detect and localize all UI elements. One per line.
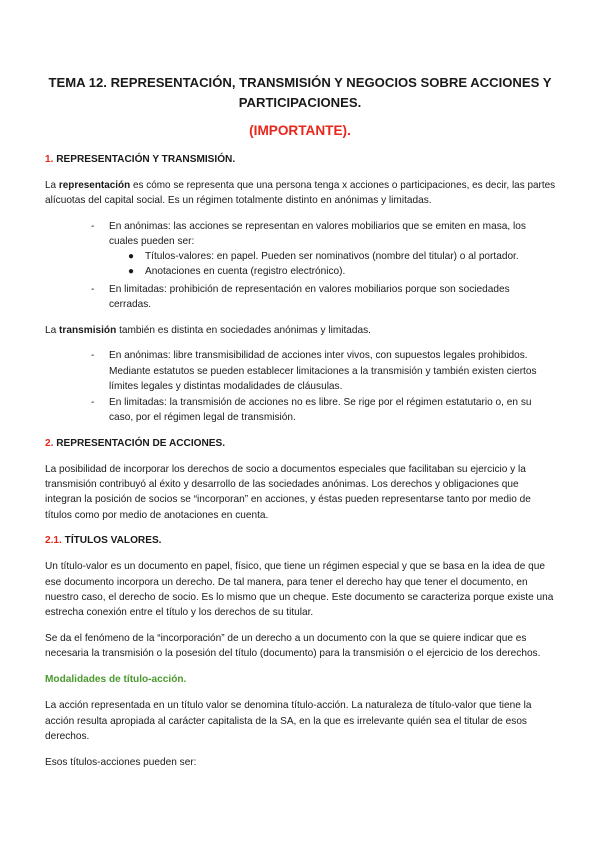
- list-item-transmision-anonimas-line2: Mediante estatutos se pueden establecer limitaciones a la transmisión y también existen ciertos: [109, 366, 537, 377]
- section-1-number: 1.: [45, 154, 54, 165]
- list-dash: -: [91, 397, 95, 408]
- list-dash: -: [91, 221, 95, 232]
- sec2-paragraph-line2: transmisión contribuyó al éxito y desarrollo de las sociedades anónimas. Los derechos y obligaciones que: [45, 479, 519, 490]
- list-item-transmision-anonimas-line1: En anónimas: libre transmisibilidad de acciones inter vivos, con supuestos legales prohibidos.: [109, 350, 528, 361]
- sublist-item-titulos: Títulos-valores: en papel. Pueden ser nominativos (nombre del titular) o al portador.: [145, 251, 519, 262]
- sec21-paragraph3-line3: derechos.: [45, 731, 90, 742]
- sec2-paragraph-line4: títulos como por medio de anotaciones en cuenta.: [45, 510, 269, 521]
- sec21-paragraph1-line4: estrecha conexión entre el título y los derechos de su titular.: [45, 607, 314, 618]
- sec21-paragraph2-line1: Se da el fenómeno de la “incorporación” de un derecho a un documento con la que se quiere indicar que es: [45, 633, 527, 644]
- list-item-transmision-anonimas-line3: límites legales y distintas modalidades de cláusulas.: [109, 381, 343, 392]
- list-dash: -: [91, 350, 95, 361]
- section-2-heading: [45, 438, 225, 450]
- sec21-paragraph3-line2: acción resulta apropiada al carácter capitalista de la SA, en la que es irrelevante quién sea el titular de esos: [45, 716, 527, 727]
- section-2-1-number: 2.1.: [45, 535, 62, 546]
- bullet-icon: ●: [128, 251, 135, 262]
- text-span: La: [45, 325, 60, 336]
- list-item-anonimas-line2: cuales pueden ser:: [109, 236, 195, 247]
- doc-title-line1: TEMA 12. REPRESENTACIÓN, TRANSMISIÓN Y NEGOCIOS SOBRE ACCIONES Y: [48, 75, 552, 90]
- list-item-transmision-limitadas-line1: En limitadas: la transmisión de acciones no es libre. Se rige por el régimen estatutario o, en su: [109, 397, 532, 408]
- list-item-anonimas-line1: En anónimas: las acciones se representan en valores mobiliarios que se emiten en masa, los: [109, 221, 526, 232]
- section-2-number: 2.: [45, 438, 54, 449]
- sec2-paragraph-line1: La posibilidad de incorporar los derechos de socio a documentos especiales que facilitaban su ejercicio y la: [45, 464, 526, 475]
- sec1-paragraph1-line2: alícuotas del capital social. Es un régimen totalmente distinto en anónimas y limitadas.: [45, 195, 432, 206]
- doc-title-line2: PARTICIPACIONES.: [238, 95, 362, 110]
- list-item-transmision-limitadas-line2: caso, por el régimen legal de transmisión.: [109, 412, 296, 423]
- sublist-item-anotaciones: Anotaciones en cuenta (registro electrónico).: [145, 266, 346, 277]
- list-dash: -: [91, 284, 95, 295]
- sec21-paragraph1-line3: nuestro caso, el derecho de socio. Es lo mismo que un cheque. Este documento se caracteriza porque existe una: [45, 592, 554, 603]
- important-note: (IMPORTANTE).: [249, 123, 351, 138]
- sec21-paragraph2-line2: necesaria la transmisión o la posesión del título (documento) para la transmisión o el ejercicio de los derechos.: [45, 648, 541, 659]
- sec21-paragraph1-line2: ese documento incorpora un derecho. De tal manera, para tener el derecho hay que tener el documento, en: [45, 577, 528, 588]
- sec21-paragraph4: Esos títulos-acciones pueden ser:: [45, 757, 197, 768]
- sec21-paragraph3-line1: La acción representada en un título valor se denomina título-acción. La naturaleza de título-valor que tiene la: [45, 700, 532, 711]
- text-span: La: [45, 180, 59, 191]
- section-2-1-heading: [45, 535, 161, 547]
- sec21-paragraph1-line1: Un título-valor es un documento en papel, físico, que tiene un régimen especial y que se basa en la idea de que: [45, 561, 545, 572]
- list-item-limitadas-line2: cerradas.: [109, 299, 152, 310]
- bullet-icon: ●: [128, 266, 135, 277]
- modalidades-heading: Modalidades de título-acción.: [45, 674, 187, 685]
- section-1-heading: [45, 154, 235, 166]
- sec2-paragraph-line3: integran la posición de socios se “incorporan” en acciones, y éstas pueden representarse tanto por medio de: [45, 494, 531, 505]
- section-2-title: REPRESENTACIÓN DE ACCIONES.: [56, 438, 226, 449]
- section-2-1-title: TÍTULOS VALORES.: [64, 535, 162, 546]
- term-transmision: transmisión: [59, 325, 117, 336]
- section-1-title: REPRESENTACIÓN Y TRANSMISIÓN.: [56, 154, 236, 165]
- list-item-limitadas-line1: En limitadas: prohibición de representación en valores mobiliarios porque son sociedades: [109, 284, 510, 295]
- text-span: es cómo se representa que una persona tenga x acciones o participaciones, es decir, las partes: [130, 180, 556, 191]
- term-representacion: representación: [58, 180, 131, 191]
- sec1-paragraph1-line1: [45, 180, 555, 192]
- sec1-paragraph2: [45, 325, 371, 337]
- text-span: también es distinta en sociedades anónimas y limitadas.: [116, 325, 371, 336]
